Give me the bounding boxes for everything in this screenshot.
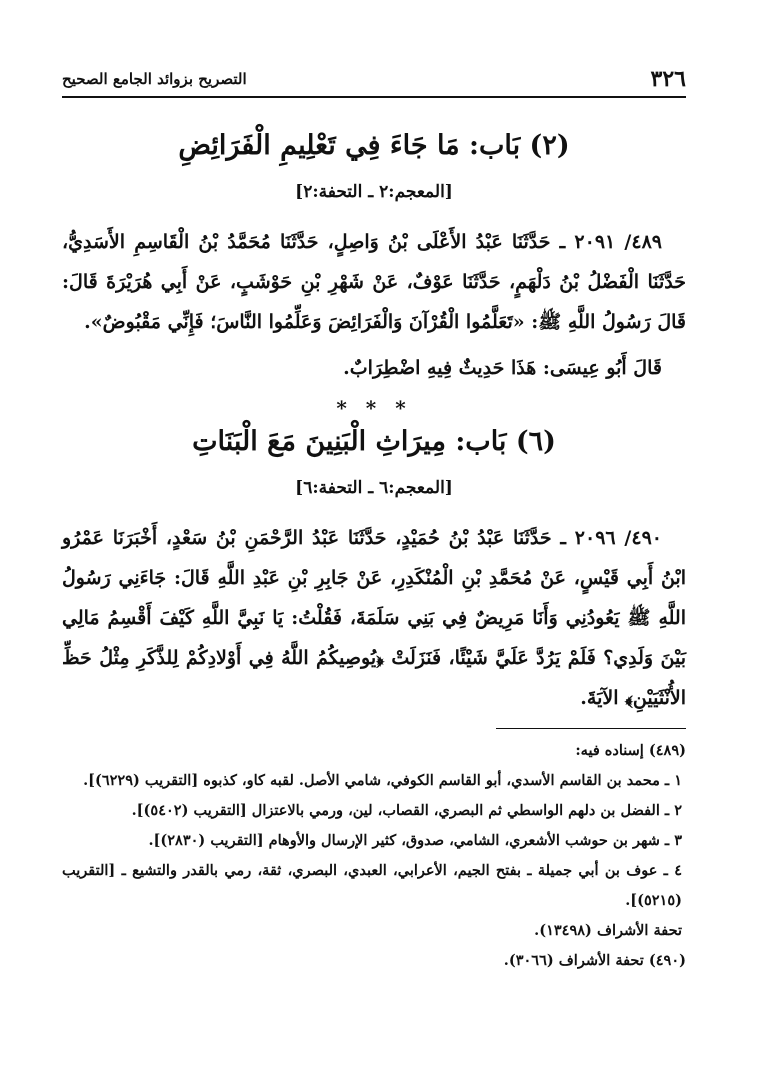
chapter-title-1: (٢) بَاب: مَا جَاءَ فِي تَعْلِيمِ الْفَرَائِضِ	[178, 130, 570, 161]
footnote-block	[62, 736, 686, 976]
footnote-tuhfa: تحفة الأشراف (١٣٤٩٨).	[534, 922, 682, 939]
footnote-second: (٤٩٠) تحفة الأشراف (٣٠٦٦).	[503, 952, 686, 969]
chapter-reference-2: [المعجم:٦ ـ التحفة:٦]	[295, 478, 453, 498]
page-number: ٣٢٦	[650, 66, 686, 92]
footnote-rule	[496, 728, 686, 729]
footnote-item: ٣ ـ شهر بن حوشب الأشعري، الشامي، صدوق، كثير الإرسال والأوهام [التقريب (٢٨٣٠)].	[148, 832, 682, 849]
main-text	[62, 100, 686, 718]
page-header	[62, 62, 686, 98]
chapter-reference-1: [المعجم:٢ ـ التحفة:٢]	[295, 182, 453, 202]
chapter-title-2: (٦) بَاب: مِيرَاثِ الْبَنِينَ مَعَ الْبَنَاتِ	[192, 426, 556, 457]
abu-isa-comment: قَالَ أَبُو عِيسَى: هَذَا حَدِيثٌ فِيهِ اضْطِرَابٌ.	[343, 357, 662, 379]
footnote-item: ٢ ـ الفضل بن دلهم الواسطي ثم البصري، القصاب، لين، ورمي بالاعتزال [التقريب (٥٤٠٢)].	[131, 802, 682, 819]
footnote-item: ١ ـ محمد بن القاسم الأسدي، أبو القاسم الكوفي، شامي الأصل. لقبه كاو، كذبوه [التقريب (٦٢٢٩)].	[83, 772, 682, 789]
hadith-489: ٤٨٩/ ٢٠٩١ ـ حَدَّثَنَا عَبْدُ الأَعْلَى بْنُ وَاصِلٍ، حَدَّثَنَا مُحَمَّدُ بْنُ الْقَاسِمِ الأَسَدِيُّ، حَدَّثَنَا الْفَضْلُ بْنُ دَلْهَمٍ، حَدَّثَنَا عَوْفٌ، عَنْ شَهْرِ بْنِ حَوْشَبٍ، عَنْ أَبِي هُرَيْرَةَ قَالَ: قَالَ رَسُولُ اللَّهِ ﷺ: «تَعَلَّمُوا الْقُرْآنَ وَالْفَرَائِضَ وَعَلِّمُوا النَّاسَ؛ فَإِنِّي مَقْبُوضٌ».	[62, 231, 686, 333]
hadith-490: ٤٩٠/ ٢٠٩٦ ـ حَدَّثَنَا عَبْدُ بْنُ حُمَيْدٍ، حَدَّثَنَا عَبْدُ الرَّحْمَنِ بْنُ سَعْدٍ، أَخْبَرَنَا عَمْرُو ابْنُ أَبِي قَيْسٍ، عَنْ مُحَمَّدِ بْنِ الْمُنْكَدِرِ، عَنْ جَابِرِ بْنِ عَبْدِ اللَّهِ قَالَ: جَاءَنِي رَسُولُ اللَّهِ ﷺ يَعُودُنِي وَأَنَا مَرِيضٌ فِي بَنِي سَلَمَةَ، فَقُلْتُ: يَا نَبِيَّ اللَّهِ كَيْفَ أَقْسِمُ مَالِي بَيْنَ وَلَدِي؟ فَلَمْ يَرُدَّ عَلَيَّ شَيْئًا، فَنَزَلَتْ ﴿يُوصِيكُمُ اللَّهُ فِي أَوْلادِكُمْ لِلذَّكَرِ مِثْلُ حَظِّ الأُنْثَيَيْنِ﴾ الآيَةَ.	[62, 527, 686, 709]
footnote-item: ٤ ـ عوف بن أبي جميلة ـ بفتح الجيم، الأعرابي، العبدي، البصري، ثقة، رمي بالقدر والتشيع ـ [التقريب (٥٢١٥)].	[62, 862, 682, 909]
section-divider: * * *	[336, 396, 412, 420]
running-title: التصريح بزوائد الجامع الصحيح	[62, 70, 247, 88]
footnote-intro: (٤٨٩) إسناده فيه:	[575, 742, 686, 759]
